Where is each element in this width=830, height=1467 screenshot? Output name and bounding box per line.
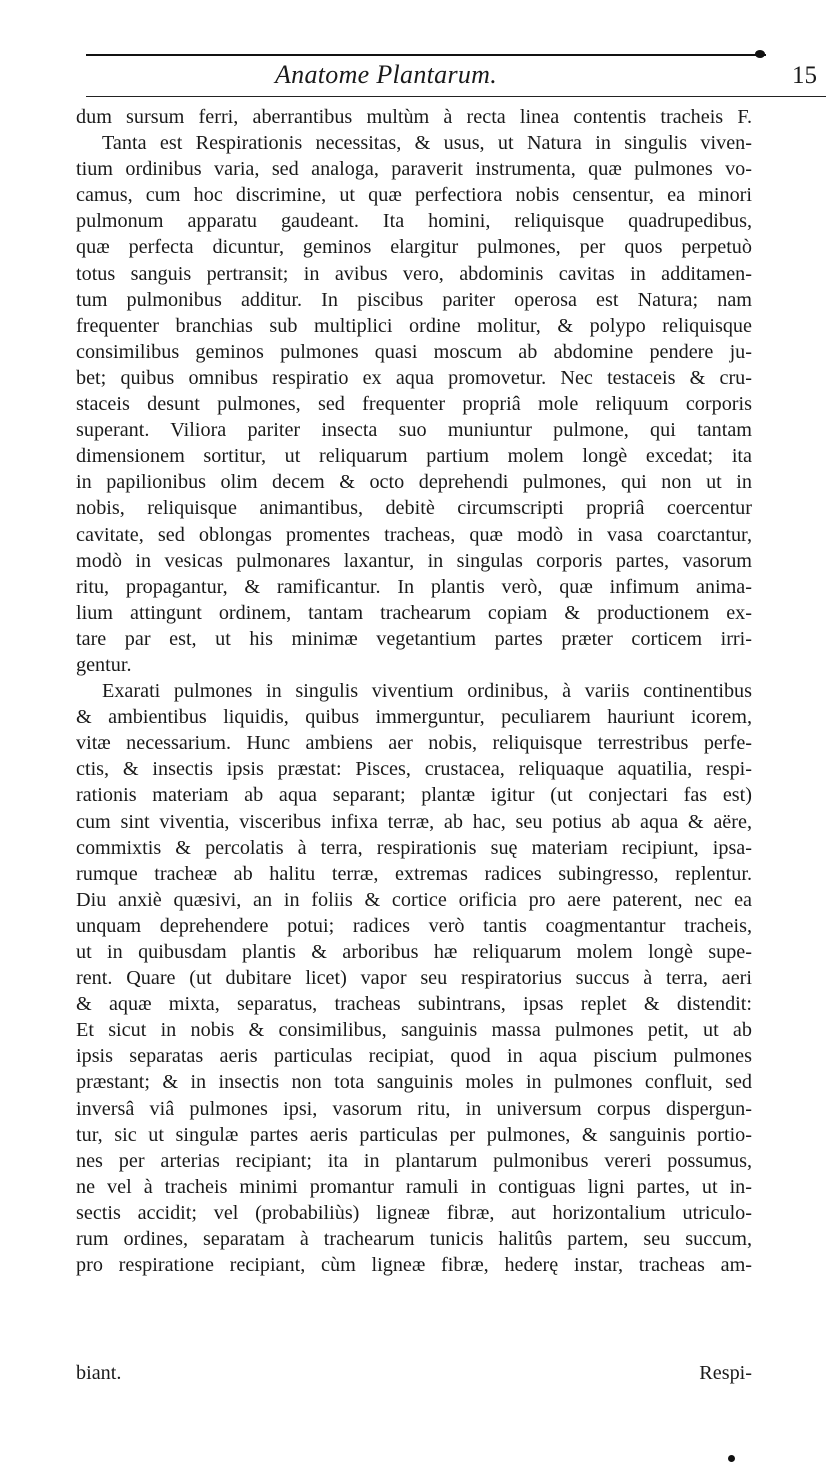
text-line: pro respiratione recipiant, cùm ligneæ fibræ, hederę instar, tracheas am-	[76, 1254, 752, 1277]
text-line: in papilionibus olim decem & octo deprehendi pulmones, qui non ut in	[76, 471, 752, 494]
text-line: superant. Viliora pariter insecta suo muniuntur pulmone, qui tantam	[76, 419, 752, 442]
text-line: Exarati pulmones in singulis viventium ordinibus, à variis continentibus	[102, 680, 752, 703]
text-line: nobis, reliquisque animantibus, debitè circumscripti propriâ coercentur	[76, 497, 752, 520]
text-line: unquam deprehendere potui; radices verò tantis coagmentantur tracheis,	[76, 914, 752, 937]
text-line: staceis desunt pulmones, sed frequenter propriâ mole reliquum corporis	[76, 393, 752, 416]
text-line: dimensionem sortitur, ut reliquarum partium molem longè excedat; ita	[76, 445, 752, 468]
text-line: pulmonum apparatu gaudeant. Ita homini, reliquisque quadrupedibus,	[76, 210, 752, 233]
page-footer	[76, 1360, 752, 1386]
text-line: & aquæ mixta, separatus, tracheas subintrans, ipsas replet & distendit:	[76, 993, 752, 1016]
text-line: rum ordines, separatam à trachearum tunicis halitûs partem, seu succum,	[76, 1228, 752, 1251]
text-line: Et sicut in nobis & consimilibus, sanguinis massa pulmones petit, ut ab	[76, 1019, 752, 1042]
text-line: ne vel à tracheis minimi promantur ramuli in contiguas ligni partes, ut in-	[76, 1175, 752, 1198]
text-line: ipsis separatas aeris particulas recipiat, quod in aqua piscium pulmones	[76, 1045, 752, 1068]
text-line: nes per arterias recipiant; ita in plantarum pulmonibus vereri possumus,	[76, 1149, 752, 1172]
text-line: ritu, propagantur, & ramificantur. In plantis verò, quæ infimum anima-	[76, 575, 752, 598]
text-line: rent. Quare (ut dubitare licet) vapor seu respiratorius succus à terra, aeri	[76, 967, 752, 990]
text-line: cavitate, sed oblongas promentes tracheas, quæ modò in vasa coarctantur,	[76, 523, 752, 546]
text-line: præstant; & in insectis non tota sanguinis moles in pulmones confluit, sed	[76, 1071, 752, 1094]
top-rule	[86, 54, 766, 56]
text-line: dum sursum ferri, aberrantibus multùm à recta linea contentis tracheis F.	[76, 106, 752, 128]
text-line: ctis, & insectis ipsis præstat: Pisces, crustacea, reliquaque aquatilia, respi-	[76, 758, 752, 781]
text-line: tur, sic ut singulæ partes aeris particulas per pulmones, & sanguinis portio-	[76, 1123, 752, 1146]
text-line: rationis materiam ab aqua separant; plantæ igitur (ut conjectari fas est)	[76, 784, 752, 807]
text-line: rumque tracheæ ab halitu terræ, extremas radices subingresso, replentur.	[76, 862, 752, 885]
text-line: ut in quibusdam plantis & arboribus hæ reliquarum molem longè supe-	[76, 941, 752, 963]
text-line: lium attingunt ordinem, tantam trachearum copiam & productionem ex-	[76, 601, 752, 624]
text-line: consimilibus geminos pulmones quasi moscum ab abdomine pendere ju-	[76, 340, 752, 363]
running-head	[0, 58, 830, 94]
text-line: tare par est, ut his minimæ vegetantium partes præter corticem irri-	[76, 627, 752, 650]
text-line: frequenter branchias sub multiplici ordine molitur, & polypo reliquisque	[76, 314, 752, 337]
text-line: bet; quibus omnibus respiratio ex aqua promovetur. Nec testaceis & cru-	[76, 366, 752, 389]
text-line: vitæ necessarium. Hunc ambiens aer nobis, reliquisque terrestribus perfe-	[76, 732, 752, 755]
text-line: sectis accidit; vel (probabiliùs) ligneæ fibræ, aut horizontalium utriculo-	[76, 1201, 752, 1224]
catchword: Respi-	[699, 1362, 752, 1384]
text-line: totus sanguis pertransit; in avibus vero, abdominis cavitas in additamen-	[76, 262, 752, 285]
rule-ornament	[755, 50, 765, 58]
page-number: 15	[792, 62, 817, 89]
last-line: biant.	[76, 1362, 122, 1384]
body-text	[76, 104, 752, 1278]
text-line: inversâ viâ pulmones ipsi, vasorum ritu, in universum corpus dispergun-	[76, 1097, 752, 1120]
text-line: quæ perfecta dicuntur, geminos elargitur pulmones, per quos perpetuò	[76, 236, 752, 259]
text-line: camus, cum hoc discrimine, ut quæ perfectiora nobis censentur, ea minori	[76, 184, 752, 207]
text-line: commixtis & percolatis à terra, respirationis suę materiam recipiunt, ipsa-	[76, 836, 752, 859]
ink-speck	[728, 1455, 735, 1462]
running-title: Anatome Plantarum.	[275, 60, 498, 89]
text-line: gentur.	[76, 653, 132, 676]
text-line: Diu anxiè quæsivi, an in foliis & cortice orificia pro aere paterent, nec ea	[76, 888, 752, 911]
text-line: & ambientibus liquidis, quibus immerguntur, peculiarem hauriunt icorem,	[76, 706, 752, 729]
text-line: modò in vesicas pulmonares laxantur, in singulas corporis partes, vasorum	[76, 549, 752, 572]
header-rule	[86, 96, 826, 97]
text-line: Tanta est Respirationis necessitas, & usus, ut Natura in singulis viven-	[102, 132, 752, 155]
text-line: tium ordinibus varia, sed analoga, paraverit instrumenta, quæ pulmones vo-	[76, 158, 752, 181]
text-line: cum sint viventia, visceribus infixa terræ, ab hac, seu potius ab aqua & aëre,	[76, 810, 752, 833]
text-line: tum pulmonibus additur. In piscibus pariter operosa est Natura; nam	[76, 288, 752, 311]
